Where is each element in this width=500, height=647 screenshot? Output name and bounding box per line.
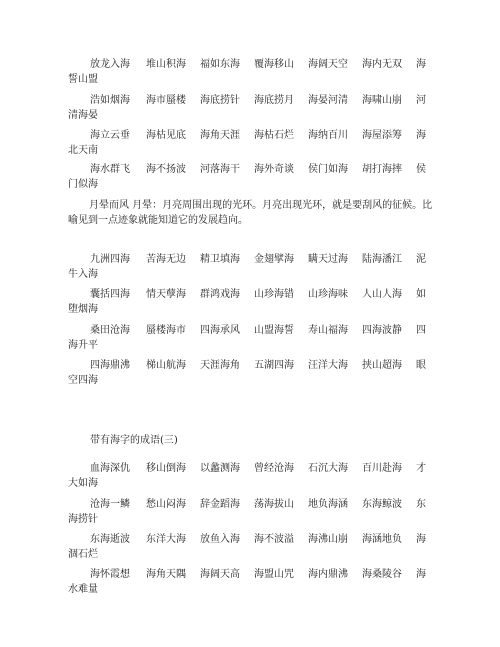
idiom-wrap-start: 海 [416,59,426,70]
idiom-cell: 情天孽海 [146,289,186,300]
idiom-cell: 海底捞针 [200,95,240,106]
idiom-cell: 以蠡测海 [200,463,240,474]
idiom-cell: 海内鼎沸 [308,569,348,580]
idiom-cell: 金翅擘海 [254,254,294,265]
idiom-wrap-continuation: 大如海 [68,478,98,489]
idiom-row [68,288,440,302]
idiom-cell: 九洲四海 [90,254,130,265]
idiom-wrap-continuation: 清海晏 [68,110,98,121]
idiom-row [68,94,440,108]
idiom-cell: 海沸山崩 [308,534,348,545]
idiom-cell: 海不扬波 [146,164,186,175]
idiom-cell: 海水群飞 [90,164,130,175]
idiom-cell: 桑田沧海 [90,325,130,336]
idiom-wrap-start: 才 [416,463,426,474]
idiom-wrap-start: 眼 [416,360,426,371]
idiom-wrap-continuation: 誓山盟 [68,74,98,85]
idiom-row [68,462,440,476]
idiom-row [68,359,440,373]
idiom-cell: 放鱼入海 [200,534,240,545]
idiom-row [68,498,440,512]
idiom-wrap-start: 四 [416,325,426,336]
idiom-row [68,129,440,143]
idiom-cell: 海怀霞想 [90,569,130,580]
idiom-row [68,253,440,267]
idiom-row [68,533,440,547]
idiom-cell: 海涵地负 [362,534,402,545]
idiom-cell: 海枯石烂 [254,130,294,141]
idiom-wrap-start: 海 [416,534,426,545]
idiom-cell: 海市蜃楼 [146,95,186,106]
idiom-cell: 海立云垂 [90,130,130,141]
idiom-cell: 地负海涵 [308,499,348,510]
idiom-wrap-start: 侯 [416,164,426,175]
idiom-cell: 海枯见底 [146,130,186,141]
idiom-cell: 四海鼎沸 [90,360,130,371]
idiom-cell: 海盟山咒 [254,569,294,580]
idiom-cell: 山盟海誓 [254,325,294,336]
idiom-wrap-continuation: 堕烟海 [68,304,98,315]
idiom-row [68,568,440,582]
idiom-cell: 精卫填海 [200,254,240,265]
idiom-cell: 海底捞月 [254,95,294,106]
idiom-cell: 沧海一鳞 [90,499,130,510]
idiom-cell: 浩如烟海 [90,95,130,106]
idiom-cell: 群鸿戏海 [200,289,240,300]
idiom-wrap-continuation: 门似海 [68,179,98,190]
idiom-cell: 海纳百川 [308,130,348,141]
idiom-cell: 东洋大海 [146,534,186,545]
idiom-wrap-continuation: 水难量 [68,584,98,595]
section-heading: 带有海字的成语(三) [90,435,178,446]
idiom-wrap-continuation: 海捞针 [68,514,98,525]
idiom-wrap-start: 东 [416,499,426,510]
idiom-cell: 苦海无边 [146,254,186,265]
idiom-cell: 海内无双 [362,59,402,70]
idiom-cell: 愁山闷海 [146,499,186,510]
idiom-wrap-continuation: 牛入海 [68,269,98,280]
idiom-cell: 陆海潘江 [362,254,402,265]
idiom-wrap-continuation: 空四海 [68,375,98,386]
idiom-wrap-continuation: 涸石烂 [68,549,98,560]
idiom-cell: 天涯海角 [200,360,240,371]
idiom-cell: 石沉大海 [308,463,348,474]
idiom-cell: 五湖四海 [254,360,294,371]
idiom-cell: 蜃楼海市 [146,325,186,336]
idiom-cell: 移山倒海 [146,463,186,474]
idiom-cell: 海晏河清 [308,95,348,106]
idiom-cell: 东海逝波 [90,534,130,545]
idiom-cell: 囊括四海 [90,289,130,300]
idiom-row [68,58,440,72]
idiom-cell: 海不波溢 [254,534,294,545]
idiom-cell: 海阔天高 [200,569,240,580]
idiom-cell: 福如东海 [200,59,240,70]
idiom-cell: 海啸山崩 [362,95,402,106]
idiom-cell: 四海波静 [362,325,402,336]
idiom-cell: 东海鲸波 [362,499,402,510]
idiom-wrap-continuation: 北天南 [68,145,98,156]
idiom-cell: 辞金蹈海 [200,499,240,510]
idiom-wrap-start: 海 [416,130,426,141]
idiom-cell: 瞒天过海 [308,254,348,265]
idiom-cell: 四海承风 [200,325,240,336]
idiom-cell: 海角天隅 [146,569,186,580]
idiom-wrap-continuation: 海升平 [68,340,98,351]
idiom-explanation-paragraph: 月晕而风 月晕：月亮周围出现的光环。月亮出现光环，就是要刮风的征候。比喻见到一点迹象就能知道它的发展趋向。 [68,200,433,226]
idiom-cell: 河落海干 [200,164,240,175]
idiom-wrap-start: 河 [416,95,426,106]
idiom-cell: 海桑陵谷 [362,569,402,580]
idiom-cell: 山珍海味 [308,289,348,300]
idiom-wrap-start: 如 [416,289,426,300]
idiom-row [68,163,440,177]
idiom-cell: 汪洋大海 [308,360,348,371]
idiom-cell: 挟山超海 [362,360,402,371]
idiom-cell: 梯山航海 [146,360,186,371]
idiom-cell: 海阔天空 [308,59,348,70]
idiom-wrap-start: 泥 [416,254,426,265]
idiom-cell: 寿山福海 [308,325,348,336]
idiom-cell: 海屋添筹 [362,130,402,141]
idiom-cell: 放龙入海 [90,59,130,70]
idiom-cell: 山珍海错 [254,289,294,300]
idiom-cell: 荡海拔山 [254,499,294,510]
idiom-row [68,324,440,338]
idiom-cell: 百川赴海 [362,463,402,474]
idiom-cell: 侯门如海 [308,164,348,175]
idiom-cell: 曾经沧海 [254,463,294,474]
idiom-cell: 胡打海摔 [362,164,402,175]
idiom-cell: 人山人海 [362,289,402,300]
idiom-cell: 堆山积海 [146,59,186,70]
idiom-cell: 血海深仇 [90,463,130,474]
idiom-cell: 覆海移山 [254,59,294,70]
idiom-cell: 海外奇谈 [254,164,294,175]
idiom-wrap-start: 海 [416,569,426,580]
idiom-cell: 海角天涯 [200,130,240,141]
